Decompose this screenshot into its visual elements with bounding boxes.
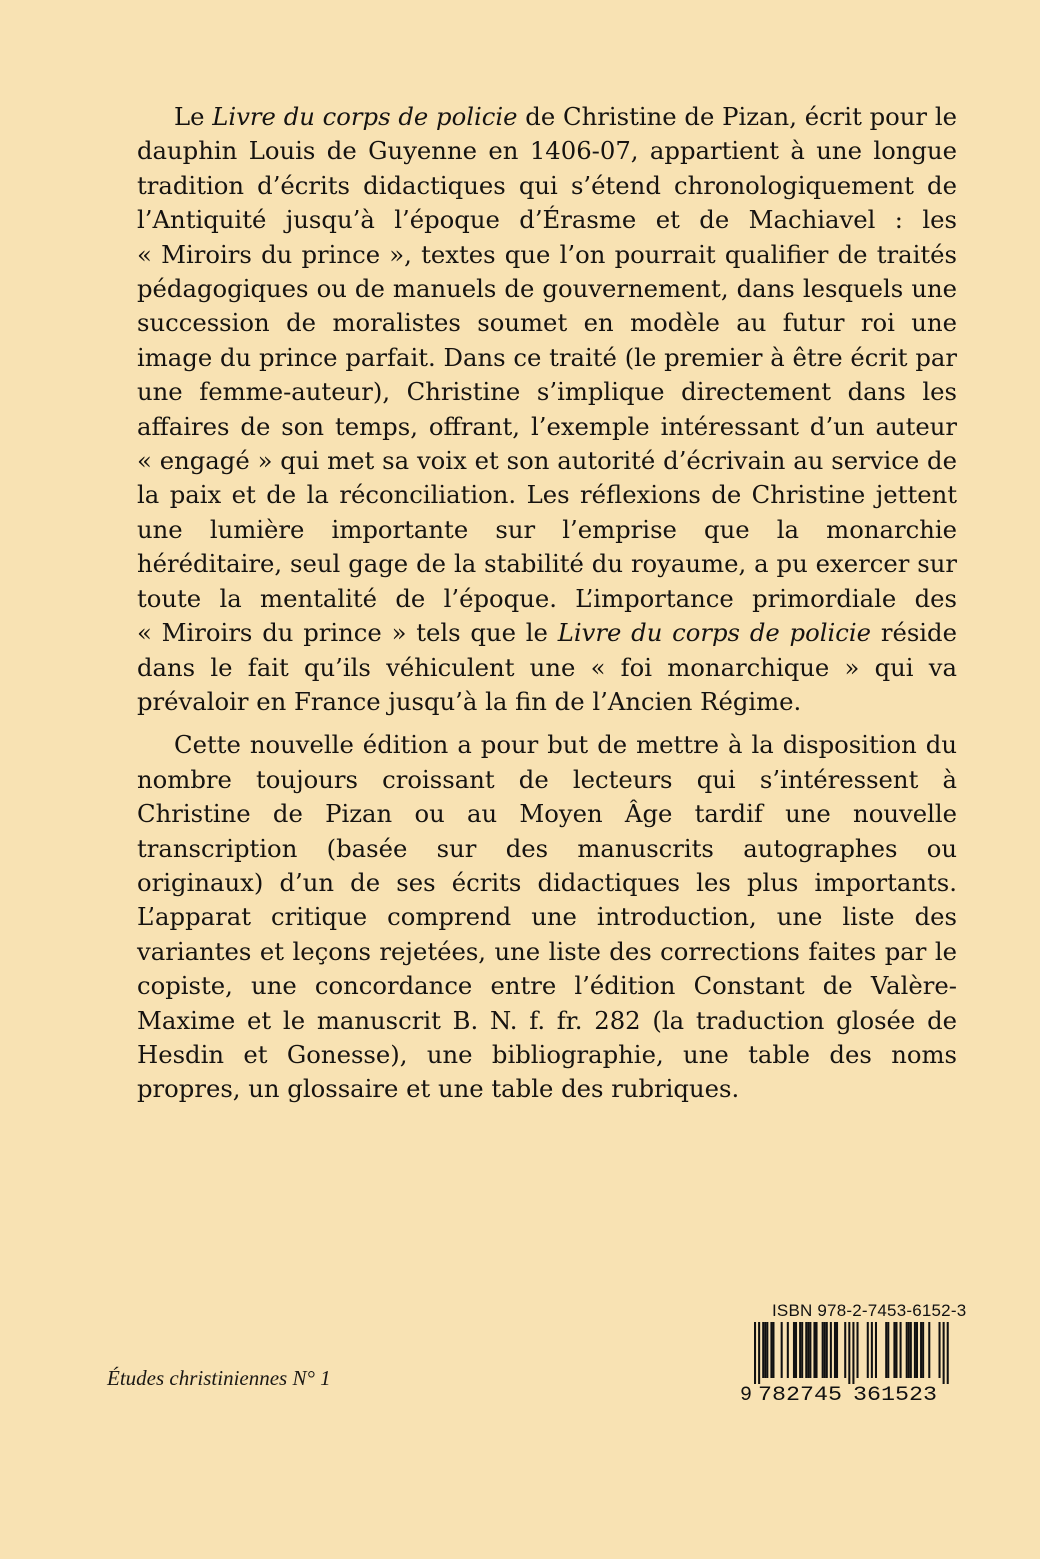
isbn-barcode — [738, 1322, 958, 1402]
barcode-right-digits: 361523 — [853, 1384, 937, 1402]
paragraph-1-prefix: Le — [174, 102, 213, 131]
barcode-bar — [852, 1322, 854, 1384]
book-title-italic: Livre du corps de policie — [212, 102, 518, 131]
barcode-bar — [906, 1322, 908, 1378]
barcode-bar — [848, 1322, 850, 1384]
barcode-bar — [922, 1322, 924, 1378]
barcode-bar — [826, 1322, 828, 1378]
barcode-bar — [809, 1322, 811, 1378]
book-title-italic-2: Livre du corps de policie — [557, 618, 872, 648]
barcode-bar — [939, 1322, 941, 1378]
series-label: Études christiniennes N° 1 — [107, 1366, 331, 1390]
barcode-bar — [813, 1322, 815, 1378]
barcode-bar — [799, 1322, 801, 1378]
blurb-paragraph-2: Cette nouvelle édition a pour but de mettre à la disposition du nombre toujours croissant de lecteurs qui s’intéressent à Christine de Pizan ou au Moyen Âge tardif une nouvelle transcription (basée sur des manuscrits autographes ou originaux) d’un de ses écrits didactiques les plus importants. L’apparat critique comprend une introduction, une liste des variantes et leçons rejetées, une liste des corrections faites par le copiste, une concordance entre l’édition Constant de Valère-Maxime et le manuscrit B. N. f. fr. 282 (la traduction glosée de Hesdin et Gonesse), une bibliographie, une table des noms propres, un glossaire et une table des rubriques. — [137, 730, 957, 1104]
barcode-bar — [928, 1322, 930, 1378]
barcode-bar — [836, 1322, 838, 1378]
paragraph-1-text-b: réside dans le fait qu’ils véhiculent une « foi monarchique » qui va prévaloir en France jusqu’à la fin de l’Ancien Régime. — [137, 618, 957, 716]
barcode-bar — [887, 1322, 889, 1378]
barcode-bar — [830, 1322, 832, 1378]
barcode-bar — [895, 1322, 897, 1378]
barcode-left-digits: 782745 — [758, 1384, 842, 1402]
barcode-bar — [834, 1322, 836, 1378]
barcode-bar — [857, 1322, 859, 1378]
blurb-text — [137, 100, 957, 1107]
barcode-bar — [871, 1322, 873, 1378]
barcode-bar — [762, 1322, 764, 1378]
isbn-label: ISBN 978-2-7453-6152-3 — [772, 1301, 967, 1320]
barcode-bar — [793, 1322, 795, 1378]
barcode-bar — [758, 1322, 760, 1384]
barcode-bar — [947, 1322, 949, 1384]
barcode-bar — [914, 1322, 916, 1378]
barcode-bar — [770, 1322, 772, 1378]
barcode-bar — [807, 1322, 809, 1378]
barcode-bar — [816, 1322, 818, 1378]
barcode-bar — [822, 1322, 824, 1378]
barcode-bar — [916, 1322, 918, 1378]
barcode-bar — [844, 1322, 846, 1378]
barcode-bar — [943, 1322, 945, 1384]
barcode-bar — [801, 1322, 803, 1378]
barcode-bar — [885, 1322, 887, 1378]
barcode-first-digit: 9 — [740, 1384, 753, 1402]
barcode-bar — [908, 1322, 910, 1378]
barcode-bar — [754, 1322, 756, 1384]
barcode-bar — [824, 1322, 826, 1378]
paragraph-1-text-a: de Christine de Pizan, écrit pour le dauphin Louis de Guyenne en 1406-07, appartient à une longue tradition d’écrits didactiques qui s’étend chronologiquement de l’Antiquité jusqu’à l’époque d’Érasme et de Machiavel : les « Miroirs du prince », textes que l’on pourrait qualifier de traités pédagogiques ou de manuels de gouvernement, dans lesquels une succession de moralistes soumet en modèle au futur roi une image du prince parfait. Dans ce traité (le premier à être écrit par une femme-auteur), Christine s’implique directement dans les affaires de son temps, offrant, l’exemple intéressant d’un auteur « engagé » qui met sa voix et son autorité d’écrivain au service de la paix et de la réconciliation. Les réflexions de Christine jettent une lumière importante sur l’emprise que la monarchie héréditaire, seul gage de la stabilité du royaume, a pu exercer sur toute la mentalité de l’époque. L’importance primordiale des « Miroirs du prince » tels que le — [137, 102, 957, 648]
barcode-bar — [893, 1322, 895, 1378]
barcode-bar — [795, 1322, 797, 1378]
barcode-bar — [910, 1322, 912, 1378]
barcode-bar — [781, 1322, 783, 1378]
barcode-bars — [754, 1322, 949, 1384]
barcode-bar — [875, 1322, 877, 1378]
blurb-paragraph-1 — [137, 100, 957, 719]
barcode-bar — [766, 1322, 768, 1378]
barcode-bar — [805, 1322, 807, 1378]
barcode-bar — [900, 1322, 902, 1378]
barcode-bar — [867, 1322, 869, 1378]
barcode-bar — [920, 1322, 922, 1378]
barcode-bar — [787, 1322, 789, 1378]
isbn-barcode-block — [738, 1301, 967, 1402]
barcode-bar — [764, 1322, 766, 1378]
barcode-bar — [772, 1322, 774, 1378]
